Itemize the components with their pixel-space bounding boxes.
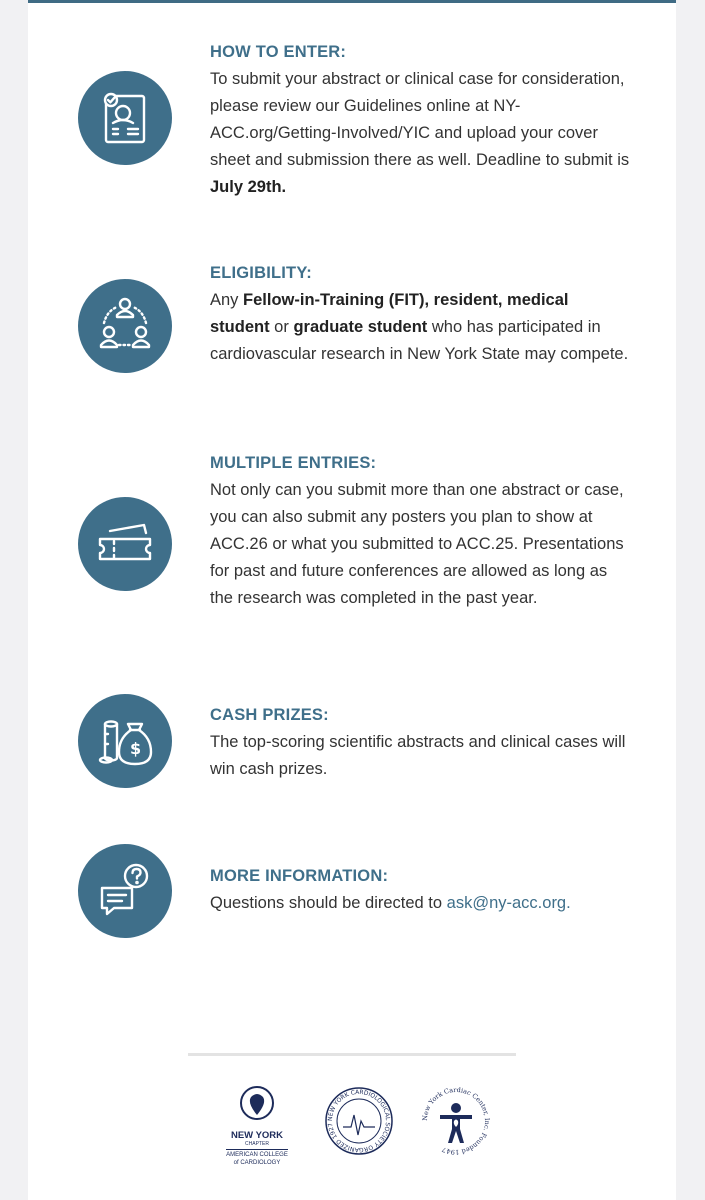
section-heading: MORE INFORMATION: (210, 867, 389, 885)
svg-text:$: $ (130, 739, 142, 758)
acc-ny-chapter-logo (218, 1085, 296, 1165)
logo-line: NEW YORK (230, 1130, 284, 1141)
ny-cardiac-center-logo (418, 1083, 494, 1159)
footer-divider (188, 1053, 516, 1056)
logo-line: AMERICAN COLLEGE (226, 1152, 288, 1158)
chat-question-icon (78, 844, 172, 938)
section-heading: CASH PRIZES: (210, 706, 329, 724)
tickets-icon (78, 497, 172, 591)
logo-ring-text: New York Cardiac Center, Inc. Founded 1947 (420, 1085, 492, 1157)
section-heading: HOW TO ENTER: (210, 43, 347, 61)
section-body: Not only can you submit more than one abstract or case, you can also submit any posters you plan to show at ACC.26 or what you submitted to ACC.25. Presentations for past and future conferences are allowed as long as the research was completed in the past year. (210, 481, 624, 607)
logo-line: of CARDIOLOGY (233, 1160, 281, 1166)
section-heading: MULTIPLE ENTRIES: (210, 454, 377, 472)
section-body: Questions should be directed to ask@ny-acc.org. (210, 894, 571, 912)
people-network-icon (78, 279, 172, 373)
email-card (28, 0, 676, 1200)
deadline-date: July 29th. (210, 178, 287, 196)
section-body: The top-scoring scientific abstracts and clinical cases will win cash prizes. (210, 733, 626, 778)
ny-cardiological-society-logo (323, 1085, 395, 1157)
logo-line: CHAPTER (245, 1141, 269, 1147)
section-heading: ELIGIBILITY: (210, 264, 313, 282)
heart-seal-icon (218, 1085, 296, 1125)
logo-ring-text: NEW YORK CARDIOLOGICAL SOCIETY ORGANIZED 1927 (326, 1088, 392, 1154)
document-person-icon (78, 71, 172, 165)
email-link[interactable]: ask@ny-acc.org. (446, 894, 571, 912)
section-body: Any Fellow-in-Training (FIT), resident, medical student or graduate student who has participated in cardiovascular research in New York State may compete. (210, 291, 629, 363)
section-body: To submit your abstract or clinical case for consideration, please review our Guidelines online at NY-ACC.org/Getting-Involved/YIC and upload your cover sheet and submission there as well. Deadline to submit is July 29th. (210, 70, 630, 196)
money-bag-icon (78, 694, 172, 788)
